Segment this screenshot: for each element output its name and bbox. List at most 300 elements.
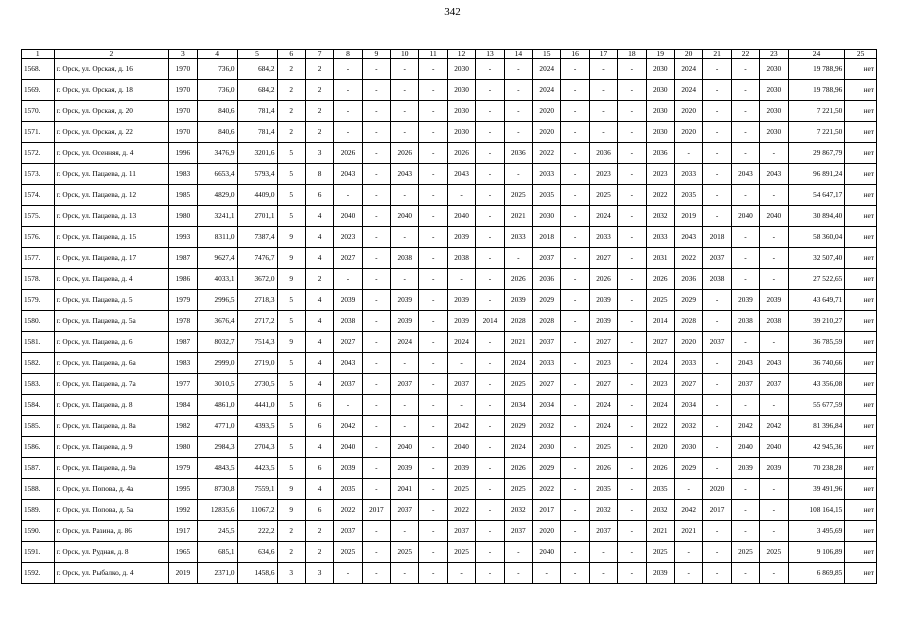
column-header: 12: [447, 50, 475, 59]
table-cell: -: [419, 500, 447, 521]
table-cell: 4: [305, 353, 333, 374]
table-cell: -: [419, 521, 447, 542]
table-cell: 2022: [646, 416, 674, 437]
table-cell: нет: [845, 479, 877, 500]
table-cell: -: [618, 269, 646, 290]
table-cell: -: [618, 458, 646, 479]
table-cell: -: [334, 269, 362, 290]
table-cell: 2014: [476, 311, 504, 332]
table-cell: -: [476, 80, 504, 101]
table-cell: нет: [845, 59, 877, 80]
table-cell: 2024: [391, 332, 419, 353]
table-cell: -: [703, 185, 731, 206]
table-cell: -: [447, 185, 475, 206]
table-cell: -: [419, 311, 447, 332]
table-cell: -: [476, 416, 504, 437]
table-cell: 2717,2: [237, 311, 277, 332]
table-cell: -: [703, 206, 731, 227]
table-cell: -: [561, 374, 589, 395]
table-cell: 4423,5: [237, 458, 277, 479]
table-cell: 2027: [589, 374, 617, 395]
table-cell: 2043: [334, 164, 362, 185]
table-row: [22, 395, 877, 416]
table-cell: -: [703, 563, 731, 584]
table-cell: 8: [305, 164, 333, 185]
table-cell: -: [419, 185, 447, 206]
table-cell: -: [419, 227, 447, 248]
table-cell: 1572.: [22, 143, 55, 164]
table-cell: -: [362, 101, 390, 122]
table-cell: 2024: [589, 206, 617, 227]
table-cell: 1983: [169, 353, 197, 374]
table-cell: -: [703, 353, 731, 374]
table-cell: -: [419, 80, 447, 101]
column-header: 25: [845, 50, 877, 59]
table-cell: 2025: [646, 290, 674, 311]
table-cell: -: [447, 395, 475, 416]
table-cell: 2042: [760, 416, 788, 437]
table-cell: 2022: [533, 479, 561, 500]
table-cell: -: [334, 185, 362, 206]
table-cell: 2037: [589, 521, 617, 542]
address-cell: г. Орск, ул. Орская, д. 22: [54, 122, 169, 143]
column-header: 19: [646, 50, 674, 59]
table-cell: -: [760, 227, 788, 248]
table-cell: 4: [305, 479, 333, 500]
table-cell: 4: [305, 437, 333, 458]
table-cell: 108 164,15: [788, 500, 845, 521]
table-cell: 3010,5: [197, 374, 237, 395]
table-cell: 2043: [674, 227, 702, 248]
table-cell: 2704,3: [237, 437, 277, 458]
table-cell: -: [476, 122, 504, 143]
table-cell: 2: [277, 542, 305, 563]
table-cell: 1970: [169, 122, 197, 143]
table-cell: 3: [277, 563, 305, 584]
table-cell: 1588.: [22, 479, 55, 500]
column-header: 20: [674, 50, 702, 59]
table-cell: -: [760, 332, 788, 353]
table-cell: 1917: [169, 521, 197, 542]
table-cell: 4: [305, 206, 333, 227]
table-cell: 3: [305, 563, 333, 584]
table-cell: -: [561, 290, 589, 311]
table-cell: -: [731, 332, 759, 353]
table-cell: 9 106,89: [788, 542, 845, 563]
table-cell: 6: [305, 416, 333, 437]
table-cell: 840,6: [197, 101, 237, 122]
column-header: 17: [589, 50, 617, 59]
table-cell: 736,0: [197, 80, 237, 101]
table-cell: 2024: [646, 395, 674, 416]
table-cell: 2035: [674, 185, 702, 206]
table-cell: -: [731, 185, 759, 206]
table-cell: 2040: [334, 437, 362, 458]
table-cell: 1979: [169, 458, 197, 479]
table-cell: -: [703, 143, 731, 164]
column-header: 10: [391, 50, 419, 59]
table-cell: -: [674, 563, 702, 584]
table-cell: -: [561, 458, 589, 479]
table-cell: 5: [277, 206, 305, 227]
table-cell: 2036: [674, 269, 702, 290]
table-cell: 2718,3: [237, 290, 277, 311]
table-cell: -: [362, 311, 390, 332]
table-cell: 2: [277, 122, 305, 143]
table-cell: 2017: [703, 500, 731, 521]
table-cell: -: [618, 248, 646, 269]
table-cell: -: [731, 521, 759, 542]
table-cell: -: [504, 164, 532, 185]
table-cell: 2039: [731, 290, 759, 311]
table-cell: нет: [845, 101, 877, 122]
table-cell: 2029: [533, 290, 561, 311]
table-cell: -: [504, 542, 532, 563]
table-cell: нет: [845, 164, 877, 185]
table-cell: 9: [277, 248, 305, 269]
table-cell: 2: [305, 80, 333, 101]
table-cell: 2022: [674, 248, 702, 269]
table-cell: 2030: [533, 437, 561, 458]
table-cell: 8032,7: [197, 332, 237, 353]
table-cell: 1585.: [22, 416, 55, 437]
table-row: [22, 80, 877, 101]
table-cell: 12835,6: [197, 500, 237, 521]
table-cell: 32 507,40: [788, 248, 845, 269]
table-cell: -: [561, 206, 589, 227]
table-row: [22, 59, 877, 80]
table-cell: 54 647,17: [788, 185, 845, 206]
table-cell: 2026: [391, 143, 419, 164]
table-cell: 2028: [674, 311, 702, 332]
table-cell: -: [419, 353, 447, 374]
table-row: [22, 227, 877, 248]
table-cell: 2039: [447, 311, 475, 332]
address-cell: г. Орск, ул. Пацаева, д. 8а: [54, 416, 169, 437]
table-cell: 1986: [169, 269, 197, 290]
table-cell: -: [391, 269, 419, 290]
table-cell: -: [618, 521, 646, 542]
table-row: [22, 521, 877, 542]
table-cell: 2701,1: [237, 206, 277, 227]
table-cell: -: [504, 80, 532, 101]
table-cell: 1581.: [22, 332, 55, 353]
table-cell: 2039: [391, 311, 419, 332]
table-cell: 7514,3: [237, 332, 277, 353]
table-cell: 2035: [646, 479, 674, 500]
table-cell: 2371,0: [197, 563, 237, 584]
table-cell: 2023: [646, 374, 674, 395]
table-cell: 2038: [760, 311, 788, 332]
table-cell: 2039: [589, 290, 617, 311]
table-cell: -: [447, 269, 475, 290]
table-cell: 2036: [589, 143, 617, 164]
table-cell: -: [561, 353, 589, 374]
address-cell: г. Орск, ул. Пацаева, д. 11: [54, 164, 169, 185]
table-cell: 2037: [760, 374, 788, 395]
table-cell: 2033: [674, 164, 702, 185]
table-cell: 781,4: [237, 122, 277, 143]
table-cell: -: [561, 80, 589, 101]
table-cell: -: [561, 395, 589, 416]
table-cell: -: [731, 479, 759, 500]
table-cell: 5: [277, 353, 305, 374]
table-cell: 1568.: [22, 59, 55, 80]
table-row: [22, 332, 877, 353]
table-cell: 2043: [391, 164, 419, 185]
table-cell: -: [419, 479, 447, 500]
table-cell: 2024: [533, 80, 561, 101]
table-cell: 2037: [703, 332, 731, 353]
table-cell: -: [618, 542, 646, 563]
address-cell: г. Орск, ул. Пацаева, д. 9а: [54, 458, 169, 479]
table-cell: -: [476, 563, 504, 584]
table-cell: 2026: [589, 458, 617, 479]
table-cell: 2042: [674, 500, 702, 521]
table-cell: 2: [305, 269, 333, 290]
table-cell: 2030: [447, 59, 475, 80]
table-cell: 2026: [646, 269, 674, 290]
table-cell: 39 491,96: [788, 479, 845, 500]
table-cell: 2033: [533, 164, 561, 185]
table-cell: 4829,0: [197, 185, 237, 206]
table-cell: 70 238,28: [788, 458, 845, 479]
table-cell: 2027: [674, 374, 702, 395]
table-cell: 2035: [533, 185, 561, 206]
table-cell: 55 677,59: [788, 395, 845, 416]
table-cell: 2996,5: [197, 290, 237, 311]
table-cell: 2: [277, 101, 305, 122]
table-row: [22, 143, 877, 164]
table-cell: 2020: [703, 479, 731, 500]
table-cell: 2035: [589, 479, 617, 500]
table-row: [22, 563, 877, 584]
table-cell: 3 495,69: [788, 521, 845, 542]
table-row: [22, 437, 877, 458]
table-cell: 2014: [646, 311, 674, 332]
table-cell: -: [476, 206, 504, 227]
table-cell: 2043: [447, 164, 475, 185]
table-cell: 29 867,79: [788, 143, 845, 164]
table-cell: 2040: [447, 206, 475, 227]
table-cell: -: [362, 395, 390, 416]
table-cell: 2021: [646, 521, 674, 542]
address-cell: г. Орск, ул. Пацаева, д. 8: [54, 395, 169, 416]
table-cell: 2036: [646, 143, 674, 164]
column-header: 14: [504, 50, 532, 59]
table-cell: -: [674, 479, 702, 500]
table-cell: 36 740,66: [788, 353, 845, 374]
address-cell: г. Орск, ул. Разина, д. 86: [54, 521, 169, 542]
table-cell: 1582.: [22, 353, 55, 374]
table-cell: -: [731, 80, 759, 101]
table-cell: 2022: [447, 500, 475, 521]
table-cell: 1982: [169, 416, 197, 437]
table-cell: -: [419, 374, 447, 395]
table-cell: нет: [845, 290, 877, 311]
table-row: [22, 185, 877, 206]
table-cell: 4441,0: [237, 395, 277, 416]
table-cell: 2037: [447, 374, 475, 395]
address-cell: г. Орск, ул. Пацаева, д. 12: [54, 185, 169, 206]
table-cell: 2021: [504, 332, 532, 353]
address-cell: г. Орск, ул. Пацаева, д. 7а: [54, 374, 169, 395]
table-cell: -: [419, 290, 447, 311]
table-cell: -: [419, 101, 447, 122]
table-cell: -: [760, 248, 788, 269]
table-cell: нет: [845, 332, 877, 353]
table-cell: нет: [845, 248, 877, 269]
table-cell: 2030: [760, 101, 788, 122]
table-cell: -: [476, 59, 504, 80]
table-row: [22, 542, 877, 563]
table-cell: 2039: [760, 290, 788, 311]
column-header: 18: [618, 50, 646, 59]
table-cell: 1571.: [22, 122, 55, 143]
table-cell: -: [731, 143, 759, 164]
table-cell: -: [504, 248, 532, 269]
table-cell: нет: [845, 122, 877, 143]
table-cell: 5: [277, 458, 305, 479]
table-cell: 736,0: [197, 59, 237, 80]
table-cell: -: [391, 80, 419, 101]
table-cell: -: [561, 332, 589, 353]
table-cell: 2038: [334, 311, 362, 332]
table-cell: -: [476, 521, 504, 542]
table-cell: 2039: [334, 458, 362, 479]
table-row: [22, 248, 877, 269]
table-cell: 2019: [674, 206, 702, 227]
table-cell: -: [618, 500, 646, 521]
table-cell: -: [561, 185, 589, 206]
table-cell: 39 210,27: [788, 311, 845, 332]
table-cell: 9: [277, 500, 305, 521]
table-cell: -: [362, 563, 390, 584]
table-cell: 4861,0: [197, 395, 237, 416]
address-cell: г. Орск, ул. Орская, д. 20: [54, 101, 169, 122]
table-cell: 7387,4: [237, 227, 277, 248]
table-cell: 2027: [334, 332, 362, 353]
table-cell: 2026: [334, 143, 362, 164]
table-cell: 43 356,08: [788, 374, 845, 395]
table-cell: -: [703, 311, 731, 332]
table-cell: -: [618, 206, 646, 227]
table-cell: -: [618, 311, 646, 332]
column-header: 3: [169, 50, 197, 59]
table-cell: 2037: [391, 374, 419, 395]
table-cell: -: [362, 248, 390, 269]
table-cell: -: [703, 290, 731, 311]
table-cell: -: [334, 59, 362, 80]
table-cell: -: [561, 164, 589, 185]
table-cell: 2039: [731, 458, 759, 479]
table-cell: 2730,5: [237, 374, 277, 395]
table-cell: 8311,0: [197, 227, 237, 248]
table-cell: 1987: [169, 332, 197, 353]
table-cell: 2030: [760, 59, 788, 80]
table-cell: нет: [845, 521, 877, 542]
table-cell: -: [703, 80, 731, 101]
table-cell: -: [504, 563, 532, 584]
table-row: [22, 269, 877, 290]
table-cell: 2024: [504, 437, 532, 458]
table-cell: 1574.: [22, 185, 55, 206]
table-cell: -: [476, 542, 504, 563]
table-cell: -: [589, 563, 617, 584]
table-cell: 2025: [760, 542, 788, 563]
table-cell: 2022: [646, 185, 674, 206]
table-cell: -: [419, 416, 447, 437]
table-cell: нет: [845, 395, 877, 416]
table-cell: -: [561, 479, 589, 500]
table-cell: -: [476, 374, 504, 395]
table-cell: 2024: [589, 395, 617, 416]
table-cell: 2029: [504, 416, 532, 437]
table-cell: -: [760, 143, 788, 164]
table-cell: 2032: [589, 500, 617, 521]
table-cell: -: [674, 542, 702, 563]
table-cell: 2039: [646, 563, 674, 584]
table-cell: 19 788,96: [788, 80, 845, 101]
table-cell: -: [334, 80, 362, 101]
table-cell: 2030: [447, 101, 475, 122]
table-row: [22, 374, 877, 395]
table-cell: 2027: [589, 248, 617, 269]
table-cell: 1965: [169, 542, 197, 563]
table-cell: -: [447, 563, 475, 584]
table-cell: 2042: [334, 416, 362, 437]
table-cell: -: [589, 101, 617, 122]
address-cell: г. Орск, ул. Пацаева, д. 13: [54, 206, 169, 227]
table-row: [22, 122, 877, 143]
table-cell: -: [533, 563, 561, 584]
table-cell: 2020: [533, 521, 561, 542]
table-cell: 1573.: [22, 164, 55, 185]
table-cell: 1570.: [22, 101, 55, 122]
table-cell: нет: [845, 437, 877, 458]
address-cell: г. Орск, ул. Пацаева, д. 5а: [54, 311, 169, 332]
table-cell: 2024: [533, 59, 561, 80]
table-cell: -: [504, 122, 532, 143]
table-cell: 2037: [731, 374, 759, 395]
table-cell: -: [419, 332, 447, 353]
table-cell: 2025: [504, 185, 532, 206]
table-row: [22, 479, 877, 500]
table-cell: 42 945,36: [788, 437, 845, 458]
table-cell: -: [731, 395, 759, 416]
table-cell: 2: [277, 59, 305, 80]
table-cell: -: [618, 479, 646, 500]
table-cell: 81 396,84: [788, 416, 845, 437]
table-cell: 3676,4: [197, 311, 237, 332]
table-cell: -: [476, 164, 504, 185]
table-cell: 2034: [674, 395, 702, 416]
table-cell: 2027: [334, 248, 362, 269]
table-cell: -: [760, 521, 788, 542]
table-cell: -: [362, 80, 390, 101]
table-cell: 2022: [533, 143, 561, 164]
table-row: [22, 290, 877, 311]
table-cell: -: [703, 542, 731, 563]
table-cell: 1569.: [22, 80, 55, 101]
table-cell: 3: [305, 143, 333, 164]
table-cell: 2020: [646, 437, 674, 458]
table-cell: 5: [277, 311, 305, 332]
table-cell: 1992: [169, 500, 197, 521]
table-cell: 2030: [447, 80, 475, 101]
table-cell: -: [476, 143, 504, 164]
table-cell: -: [476, 101, 504, 122]
